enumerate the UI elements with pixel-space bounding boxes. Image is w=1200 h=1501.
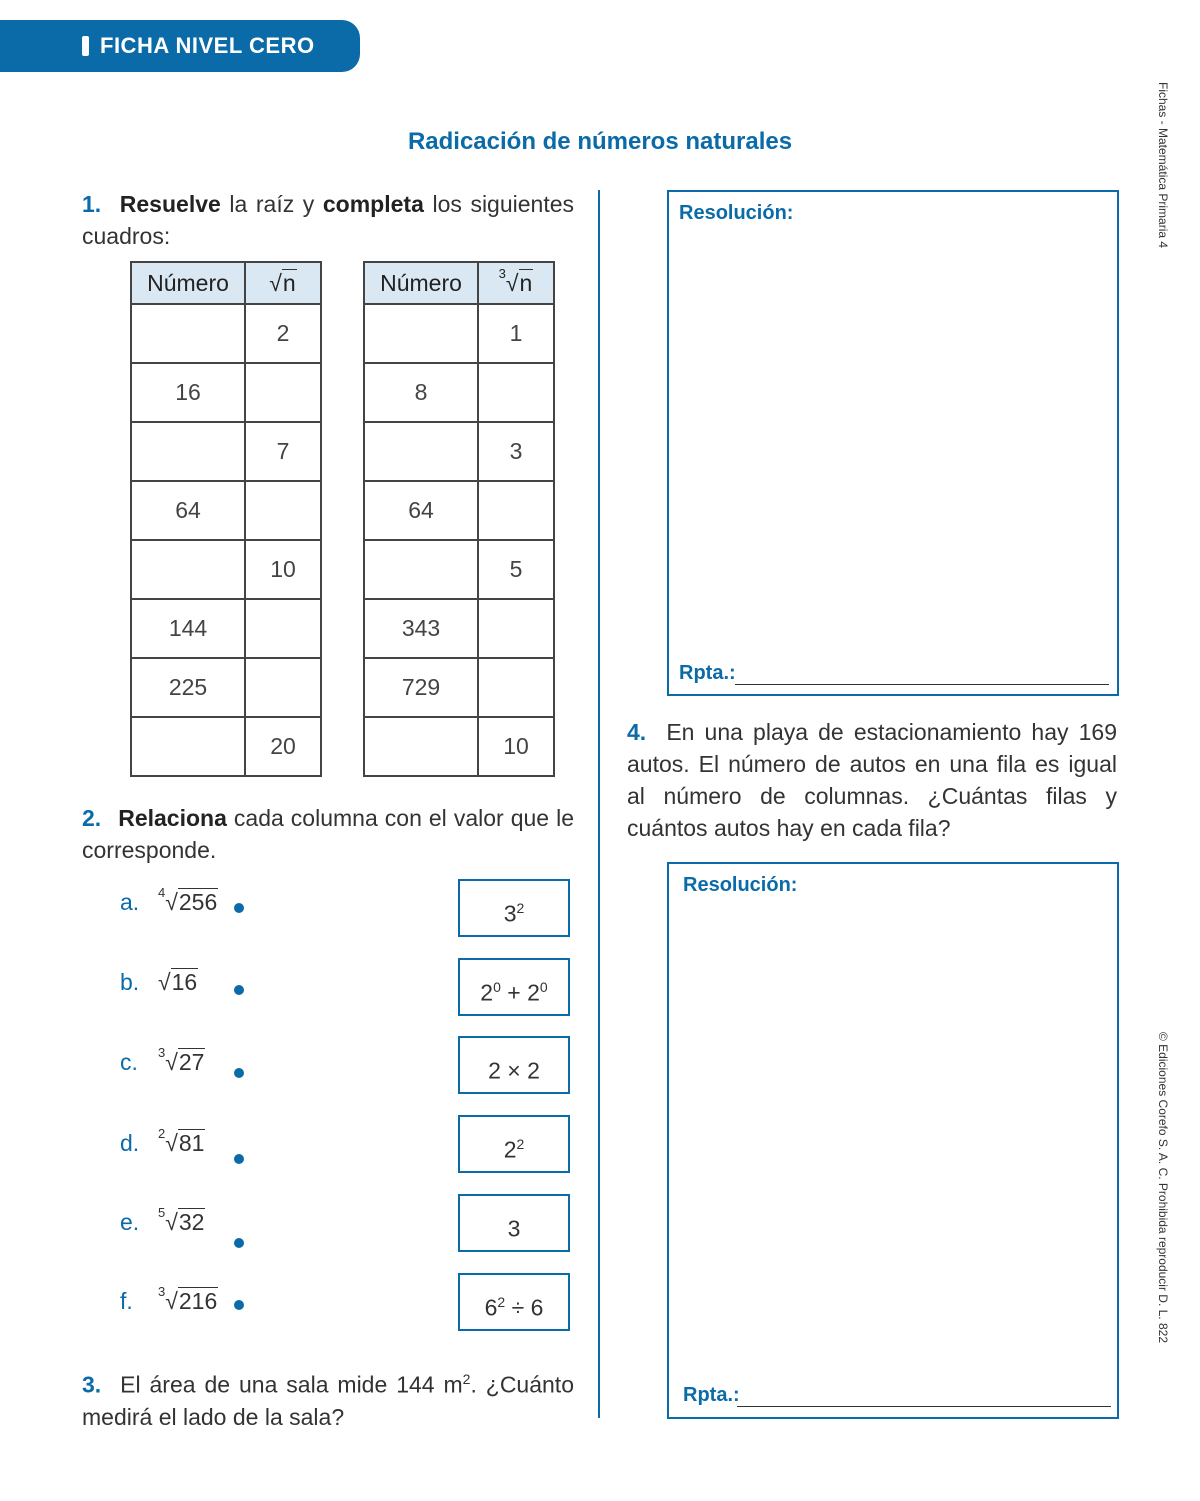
radicand: 256 — [178, 889, 218, 915]
question-4 — [627, 716, 1117, 844]
answer-line[interactable] — [737, 1406, 1111, 1407]
cube-root-table — [363, 261, 555, 777]
radical-index: 3 — [158, 1045, 166, 1061]
match-answer-box[interactable] — [458, 1036, 570, 1094]
square-table-row — [131, 422, 321, 481]
radical-expression: $^2$√81 — [158, 1126, 205, 1156]
square-table-root-cell: 2 — [245, 304, 321, 363]
cube-table-root-cell: 5 — [478, 540, 554, 599]
question-3 — [82, 1363, 574, 1433]
question-3-number: 3. — [82, 1371, 102, 1398]
answer-exponent-2: 0 — [539, 979, 548, 995]
radical-expression: $^3$√27 — [158, 1045, 205, 1075]
square-table-row — [131, 481, 321, 540]
answer-rest: ÷ 6 — [505, 1294, 544, 1321]
cube-table-number-cell[interactable] — [364, 304, 478, 363]
match-letter: f. — [120, 1288, 133, 1314]
match-left-item — [120, 1045, 205, 1076]
cube-table-row — [364, 540, 554, 599]
square-table-root-cell[interactable] — [245, 658, 321, 717]
radical-expression: √16 — [158, 969, 198, 995]
answer-exponent: 2 — [497, 1294, 506, 1310]
q3-text-2: . ¿Cuánto medirá el lado de la sala? — [82, 1371, 574, 1430]
cube-table-col-root: $^3$√n — [478, 262, 554, 304]
answer-label: Rpta.: — [683, 1384, 740, 1406]
match-dot-icon[interactable] — [234, 1068, 244, 1078]
square-table-col-number: Número — [131, 262, 245, 304]
question-1 — [82, 188, 574, 252]
radicand: 27 — [178, 1049, 205, 1075]
square-table-row — [131, 363, 321, 422]
radicand: 32 — [178, 1209, 205, 1235]
answer-base: 2 × 2 — [488, 1057, 540, 1084]
match-left-item — [120, 885, 218, 916]
match-letter: c. — [120, 1049, 138, 1075]
answer-label: Rpta.: — [679, 662, 736, 684]
square-table-root-cell: 20 — [245, 717, 321, 776]
square-table-number-cell: 16 — [131, 363, 245, 422]
square-table-root-cell[interactable] — [245, 599, 321, 658]
match-answer-box[interactable] — [458, 879, 570, 937]
square-table-row — [131, 540, 321, 599]
match-answer-box[interactable] — [458, 1194, 570, 1252]
cube-table-row — [364, 658, 554, 717]
question-2-number: 2. — [82, 805, 102, 831]
square-table-number-cell: 225 — [131, 658, 245, 717]
header-tab — [0, 20, 360, 72]
question-2 — [82, 802, 574, 866]
cube-table-row — [364, 363, 554, 422]
cube-table-root-cell[interactable] — [478, 363, 554, 422]
radical-index: 5 — [158, 1205, 166, 1221]
match-dot-icon[interactable] — [234, 903, 244, 913]
match-letter: e. — [120, 1209, 140, 1235]
match-answer-box[interactable] — [458, 958, 570, 1016]
square-table-col-root: √n — [245, 262, 321, 304]
radical-index: 4 — [158, 885, 166, 901]
answer-rest: + 2 — [500, 979, 540, 1006]
match-dot-icon[interactable] — [234, 985, 244, 995]
cube-table-col-number: Número — [364, 262, 478, 304]
q1-verb-2: completa — [322, 191, 424, 217]
header-label: FICHA NIVEL CERO — [100, 33, 315, 58]
resolution-label: Resolución: — [683, 874, 798, 896]
square-table-number-cell: 64 — [131, 481, 245, 540]
answer-base: 6 — [484, 1294, 498, 1321]
cube-table-number-cell[interactable] — [364, 422, 478, 481]
answer-base: 2 — [480, 979, 494, 1006]
radicand: 16 — [171, 969, 198, 995]
cube-table-root-cell: 3 — [478, 422, 554, 481]
square-table-number-cell[interactable] — [131, 422, 245, 481]
cube-table-row — [364, 304, 554, 363]
square-table-row — [131, 717, 321, 776]
cube-table-root-cell: 1 — [478, 304, 554, 363]
answer-base: 3 — [507, 1215, 521, 1242]
radicand: 81 — [178, 1130, 205, 1156]
q3-exponent: 2 — [462, 1371, 471, 1387]
answer-exponent: 0 — [493, 979, 501, 995]
sidebar-bottom-text: © Ediciones Corefo S. A. C. Prohibida reproducir D. L. 822 — [1156, 1032, 1170, 1343]
square-table-number-cell: 144 — [131, 599, 245, 658]
radical-expression: $^5$√32 — [158, 1205, 205, 1235]
square-table-root-cell: 10 — [245, 540, 321, 599]
match-dot-icon[interactable] — [234, 1238, 244, 1248]
square-table-root-cell[interactable] — [245, 481, 321, 540]
cube-table-root-cell[interactable] — [478, 658, 554, 717]
square-table-row — [131, 304, 321, 363]
match-letter: a. — [120, 889, 140, 915]
square-table-row — [131, 599, 321, 658]
match-left-item — [120, 1284, 218, 1315]
cube-table-row — [364, 599, 554, 658]
match-left-item — [120, 1126, 205, 1157]
match-left-item — [120, 1205, 205, 1236]
q2-text: cada columna con el valor que le corresponde. — [82, 805, 574, 863]
radical-index: 3 — [158, 1284, 166, 1300]
resolution-box-2[interactable] — [667, 862, 1119, 1419]
cube-table-root-cell: 10 — [478, 717, 554, 776]
match-dot-icon[interactable] — [234, 1300, 244, 1310]
cube-table-root-cell[interactable] — [478, 481, 554, 540]
answer-base: 2 — [503, 1136, 517, 1163]
match-left-item — [120, 969, 198, 996]
cube-table-number-cell[interactable] — [364, 540, 478, 599]
resolution-label: Resolución: — [679, 202, 794, 224]
question-1-number: 1. — [82, 191, 102, 217]
cube-table-root-cell[interactable] — [478, 599, 554, 658]
match-dot-icon[interactable] — [234, 1154, 244, 1164]
q1-text-1: la raíz y — [220, 191, 323, 217]
cube-table-number-cell: 343 — [364, 599, 478, 658]
answer-line[interactable] — [735, 684, 1109, 685]
cube-table-row — [364, 481, 554, 540]
answer-exponent: 2 — [516, 1136, 525, 1152]
square-table-number-cell[interactable] — [131, 717, 245, 776]
page-title: Radicación de números naturales — [407, 128, 793, 155]
q2-verb: Relaciona — [118, 805, 227, 831]
column-divider — [598, 190, 600, 1418]
square-root-table — [130, 261, 322, 777]
radical-index: 2 — [158, 1126, 166, 1142]
q1-verb-1: Resuelve — [119, 191, 221, 217]
sidebar-top-text: Fichas - Matemática Primaria 4 — [1156, 82, 1170, 249]
answer-base: 3 — [503, 900, 517, 927]
cube-table-number-cell: 8 — [364, 363, 478, 422]
square-table-number-cell[interactable] — [131, 304, 245, 363]
square-table-row — [131, 658, 321, 717]
cube-table-number-cell[interactable] — [364, 717, 478, 776]
cube-table-row — [364, 422, 554, 481]
answer-exponent: 2 — [516, 900, 525, 916]
square-table-root-cell: 7 — [245, 422, 321, 481]
radicand: 216 — [178, 1288, 218, 1314]
question-4-number: 4. — [627, 719, 647, 745]
radical-expression: $^4$√256 — [158, 885, 218, 915]
square-table-root-cell[interactable] — [245, 363, 321, 422]
cube-table-row — [364, 717, 554, 776]
resolution-box-1[interactable] — [667, 190, 1119, 696]
cube-table-number-cell: 729 — [364, 658, 478, 717]
radical-expression: $^3$√216 — [158, 1284, 218, 1314]
match-answer-box[interactable] — [458, 1115, 570, 1173]
match-letter: b. — [120, 969, 140, 995]
match-answer-box[interactable] — [458, 1273, 570, 1331]
q4-text: En una playa de estacionamiento hay 169 autos. El número de autos en una fila es igual al número de columnas. ¿Cuántas filas y cuántos autos hay en cada fila? — [627, 719, 1118, 841]
square-table-number-cell[interactable] — [131, 540, 245, 599]
match-letter: d. — [120, 1130, 140, 1156]
cube-table-number-cell: 64 — [364, 481, 478, 540]
q1-text-2: los siguientes cuadros: — [82, 191, 575, 249]
header-bar-icon — [82, 36, 89, 56]
q3-text-1: El área de una sala mide 144 m — [120, 1371, 463, 1398]
